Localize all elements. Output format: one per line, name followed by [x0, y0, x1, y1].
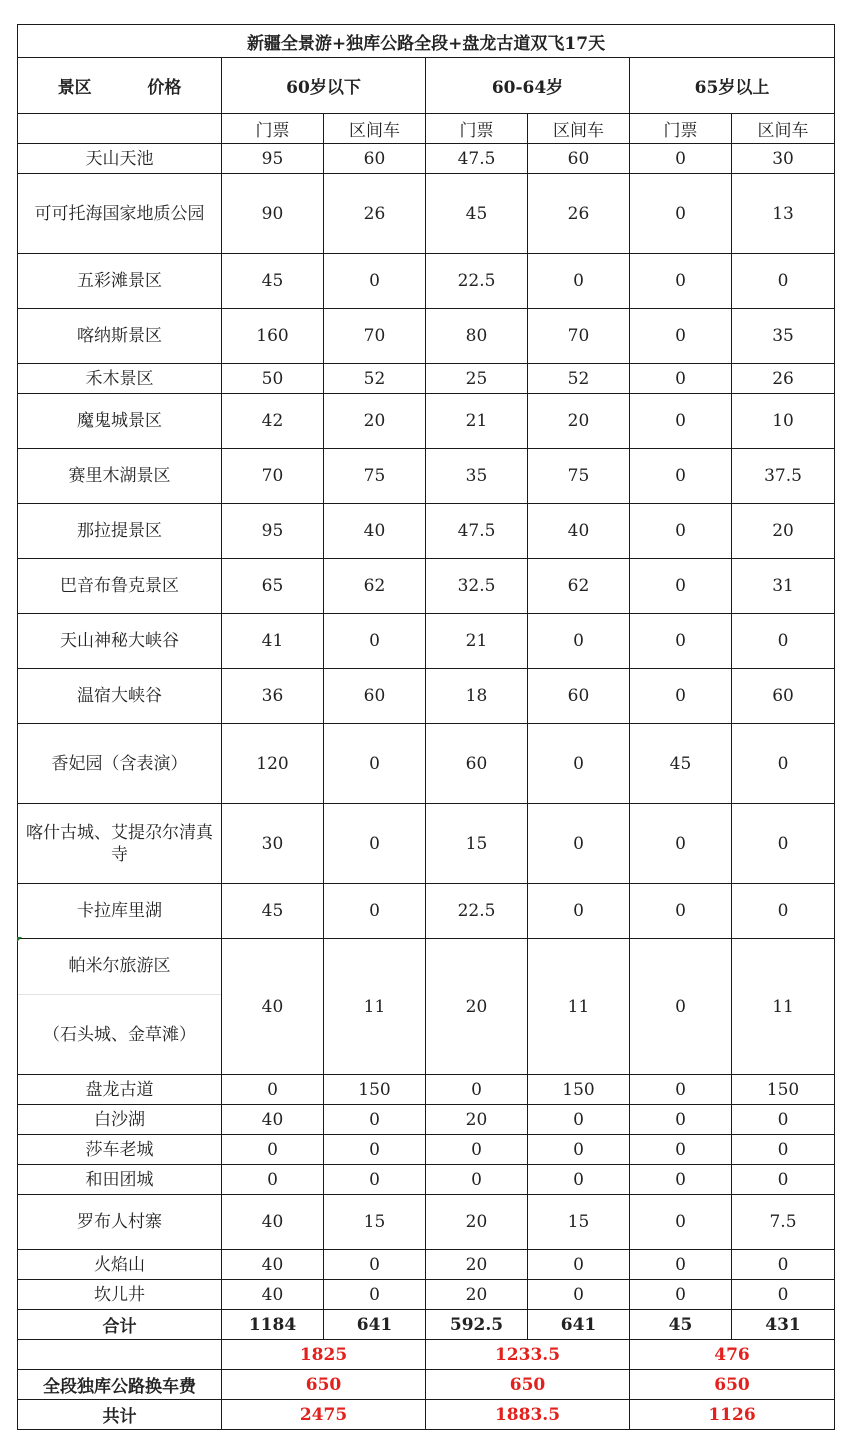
price-cell: 150 — [732, 1075, 835, 1105]
price-cell: 0 — [630, 884, 732, 939]
price-cell: 45 — [222, 254, 324, 309]
price-cell: 11 — [324, 939, 426, 1075]
price-cell: 0 — [732, 884, 835, 939]
price-cell: 95 — [222, 504, 324, 559]
price-cell: 0 — [630, 804, 732, 884]
scenic-name-cell: 赛里木湖景区 — [18, 449, 222, 504]
price-cell: 0 — [630, 309, 732, 364]
price-cell: 26 — [732, 364, 835, 394]
price-cell: 47.5 — [426, 144, 528, 174]
subtotal-cell: 592.5 — [426, 1310, 528, 1340]
price-cell: 30 — [732, 144, 835, 174]
subtotal-cell: 431 — [732, 1310, 835, 1340]
price-cell: 31 — [732, 559, 835, 614]
price-cell: 0 — [528, 1135, 630, 1165]
price-cell: 21 — [426, 394, 528, 449]
price-cell: 40 — [222, 1280, 324, 1310]
price-cell: 0 — [630, 254, 732, 309]
price-cell: 62 — [528, 559, 630, 614]
price-cell: 0 — [528, 1105, 630, 1135]
price-cell: 60 — [528, 669, 630, 724]
header-group-65plus: 65岁以上 — [630, 58, 835, 114]
subtotal-cell: 1184 — [222, 1310, 324, 1340]
scenic-name-cell: 魔鬼城景区 — [18, 394, 222, 449]
price-cell: 26 — [528, 174, 630, 254]
subheader-shuttle: 区间车 — [528, 114, 630, 144]
price-cell: 0 — [732, 614, 835, 669]
price-cell: 30 — [222, 804, 324, 884]
price-cell: 0 — [324, 1135, 426, 1165]
table-row — [18, 939, 835, 1075]
price-cell: 70 — [222, 449, 324, 504]
price-cell: 45 — [426, 174, 528, 254]
subtotal-label: 合计 — [18, 1310, 222, 1340]
price-cell: 22.5 — [426, 884, 528, 939]
price-cell: 0 — [732, 1250, 835, 1280]
price-cell: 0 — [732, 1135, 835, 1165]
price-cell: 0 — [630, 1135, 732, 1165]
header-group-60-64: 60-64岁 — [426, 58, 630, 114]
price-cell: 0 — [528, 614, 630, 669]
price-cell: 75 — [324, 449, 426, 504]
price-cell: 40 — [528, 504, 630, 559]
subheader-ticket: 门票 — [222, 114, 324, 144]
table-title: 新疆全景游+独库公路全段+盘龙古道双飞17天 — [18, 25, 835, 58]
table-row — [18, 144, 835, 174]
price-cell: 0 — [630, 504, 732, 559]
price-cell: 20 — [324, 394, 426, 449]
price-cell: 0 — [324, 1105, 426, 1135]
price-cell: 40 — [222, 939, 324, 1075]
price-cell: 47.5 — [426, 504, 528, 559]
scenic-name-cell: 坎儿井 — [18, 1280, 222, 1310]
price-cell: 0 — [324, 1165, 426, 1195]
table-row — [18, 174, 835, 254]
price-cell: 10 — [732, 394, 835, 449]
header-empty-cell — [18, 114, 222, 144]
subtotal-cell: 641 — [324, 1310, 426, 1340]
price-cell: 50 — [222, 364, 324, 394]
price-cell: 0 — [528, 1250, 630, 1280]
price-cell: 95 — [222, 144, 324, 174]
price-cell: 15 — [324, 1195, 426, 1250]
scenic-name-cell: 五彩滩景区 — [18, 254, 222, 309]
price-cell: 11 — [732, 939, 835, 1075]
price-cell: 65 — [222, 559, 324, 614]
grand-total-cell: 1126 — [630, 1400, 835, 1430]
table-row — [18, 884, 835, 939]
subheader-shuttle: 区间车 — [732, 114, 835, 144]
price-cell: 0 — [630, 1280, 732, 1310]
scenic-name: 帕米尔旅游区 — [18, 939, 221, 995]
price-cell: 120 — [222, 724, 324, 804]
price-cell: 0 — [528, 1280, 630, 1310]
header-group-under60: 60岁以下 — [222, 58, 426, 114]
price-cell: 40 — [222, 1105, 324, 1135]
price-cell: 0 — [630, 1105, 732, 1135]
price-cell: 60 — [528, 144, 630, 174]
table-row — [18, 364, 835, 394]
price-cell: 0 — [426, 1165, 528, 1195]
price-cell: 80 — [426, 309, 528, 364]
price-cell: 60 — [324, 669, 426, 724]
table-row — [18, 804, 835, 884]
price-cell: 18 — [426, 669, 528, 724]
scenic-name-cell: 香妃园（含表演） — [18, 724, 222, 804]
scenic-name-cell: 喀什古城、艾提尕尔清真寺 — [18, 804, 222, 884]
price-cell: 0 — [732, 1280, 835, 1310]
price-cell: 0 — [630, 1250, 732, 1280]
price-cell: 75 — [528, 449, 630, 504]
price-cell: 0 — [324, 254, 426, 309]
price-cell: 25 — [426, 364, 528, 394]
price-cell: 150 — [324, 1075, 426, 1105]
price-cell: 0 — [630, 144, 732, 174]
grand-total-cell: 2475 — [222, 1400, 426, 1430]
price-cell: 0 — [630, 939, 732, 1075]
scenic-name-note: （石头城、金草滩） — [43, 1024, 196, 1045]
price-cell: 60 — [732, 669, 835, 724]
table-row — [18, 559, 835, 614]
table-row — [18, 1165, 835, 1195]
group-total-empty — [18, 1340, 222, 1370]
price-cell: 26 — [324, 174, 426, 254]
scenic-name-cell: 可可托海国家地质公园 — [18, 174, 222, 254]
price-cell: 36 — [222, 669, 324, 724]
price-cell: 22.5 — [426, 254, 528, 309]
subheader-ticket: 门票 — [630, 114, 732, 144]
cell-comment-marker-icon — [17, 937, 22, 942]
price-cell: 0 — [528, 884, 630, 939]
price-cell: 0 — [222, 1135, 324, 1165]
table-row — [18, 1280, 835, 1310]
table-row — [18, 1195, 835, 1250]
scenic-name-cell: 卡拉库里湖 — [18, 884, 222, 939]
price-cell: 35 — [732, 309, 835, 364]
price-cell: 0 — [732, 254, 835, 309]
table-row — [18, 1075, 835, 1105]
scenic-name-cell: 喀纳斯景区 — [18, 309, 222, 364]
price-cell: 40 — [324, 504, 426, 559]
price-cell: 0 — [630, 1075, 732, 1105]
price-cell: 0 — [630, 1165, 732, 1195]
price-cell: 11 — [528, 939, 630, 1075]
price-cell: 0 — [630, 559, 732, 614]
grand-total-cell: 1883.5 — [426, 1400, 630, 1430]
price-cell: 15 — [528, 1195, 630, 1250]
table-row — [18, 1250, 835, 1280]
price-cell: 20 — [528, 394, 630, 449]
scenic-name-cell — [18, 939, 222, 1075]
price-cell: 0 — [528, 254, 630, 309]
price-cell: 0 — [324, 1250, 426, 1280]
price-cell: 52 — [324, 364, 426, 394]
price-cell: 0 — [324, 724, 426, 804]
price-cell: 90 — [222, 174, 324, 254]
price-cell: 40 — [222, 1195, 324, 1250]
price-cell: 20 — [426, 1105, 528, 1135]
price-cell: 60 — [426, 724, 528, 804]
price-cell: 0 — [630, 669, 732, 724]
price-cell: 7.5 — [732, 1195, 835, 1250]
price-cell: 0 — [528, 1165, 630, 1195]
scenic-name-cell: 罗布人村寨 — [18, 1195, 222, 1250]
price-cell: 0 — [528, 724, 630, 804]
subtotal-cell: 641 — [528, 1310, 630, 1340]
table-row — [18, 669, 835, 724]
scenic-name-cell: 火焰山 — [18, 1250, 222, 1280]
price-cell: 41 — [222, 614, 324, 669]
group-total-60-64: 1233.5 — [426, 1340, 630, 1370]
price-cell: 13 — [732, 174, 835, 254]
price-cell: 160 — [222, 309, 324, 364]
table-row — [18, 449, 835, 504]
scenic-name-cell: 白沙湖 — [18, 1105, 222, 1135]
transfer-fee-cell: 650 — [426, 1370, 630, 1400]
grand-total-label: 共计 — [18, 1400, 222, 1430]
subheader-shuttle: 区间车 — [324, 114, 426, 144]
scenic-name-cell: 盘龙古道 — [18, 1075, 222, 1105]
scenic-name-cell: 天山神秘大峡谷 — [18, 614, 222, 669]
group-total-65plus: 476 — [630, 1340, 835, 1370]
price-cell: 0 — [630, 364, 732, 394]
price-cell: 37.5 — [732, 449, 835, 504]
price-cell: 0 — [426, 1135, 528, 1165]
scenic-name-cell: 天山天池 — [18, 144, 222, 174]
price-cell: 35 — [426, 449, 528, 504]
price-cell: 0 — [732, 804, 835, 884]
price-cell: 42 — [222, 394, 324, 449]
price-cell: 20 — [426, 1250, 528, 1280]
scenic-name-cell: 巴音布鲁克景区 — [18, 559, 222, 614]
price-cell: 0 — [732, 1165, 835, 1195]
price-cell: 20 — [732, 504, 835, 559]
price-cell: 0 — [630, 174, 732, 254]
price-cell: 15 — [426, 804, 528, 884]
price-cell: 150 — [528, 1075, 630, 1105]
table-row — [18, 614, 835, 669]
price-cell: 0 — [324, 884, 426, 939]
price-cell: 0 — [630, 449, 732, 504]
price-cell: 0 — [426, 1075, 528, 1105]
subtotal-cell: 45 — [630, 1310, 732, 1340]
price-cell: 52 — [528, 364, 630, 394]
scenic-name-cell: 莎车老城 — [18, 1135, 222, 1165]
table-row — [18, 309, 835, 364]
scenic-name-cell: 温宿大峡谷 — [18, 669, 222, 724]
price-cell: 0 — [732, 1105, 835, 1135]
scenic-name-cell: 那拉提景区 — [18, 504, 222, 559]
price-cell: 45 — [222, 884, 324, 939]
price-cell: 45 — [630, 724, 732, 804]
transfer-fee-cell: 650 — [630, 1370, 835, 1400]
price-cell: 40 — [222, 1250, 324, 1280]
price-cell: 0 — [630, 614, 732, 669]
price-cell: 0 — [732, 724, 835, 804]
transfer-fee-label: 全段独库公路换车费 — [18, 1370, 222, 1400]
table-row — [18, 504, 835, 559]
table-row — [18, 724, 835, 804]
price-cell: 60 — [324, 144, 426, 174]
price-cell: 20 — [426, 1195, 528, 1250]
price-cell: 21 — [426, 614, 528, 669]
group-total-under60: 1825 — [222, 1340, 426, 1370]
price-cell: 0 — [630, 394, 732, 449]
price-cell: 62 — [324, 559, 426, 614]
scenic-name-cell: 禾木景区 — [18, 364, 222, 394]
header-price-label: 价格 — [147, 78, 182, 98]
table-row — [18, 254, 835, 309]
price-cell: 0 — [324, 614, 426, 669]
header-scenic-label: 景区 — [57, 78, 92, 98]
table-row — [18, 394, 835, 449]
table-row — [18, 1135, 835, 1165]
price-cell: 20 — [426, 939, 528, 1075]
transfer-fee-cell: 650 — [222, 1370, 426, 1400]
price-cell: 0 — [528, 804, 630, 884]
header-scenic-price — [18, 58, 222, 114]
price-cell: 0 — [324, 1280, 426, 1310]
price-cell: 20 — [426, 1280, 528, 1310]
price-cell: 0 — [222, 1075, 324, 1105]
table-row — [18, 1105, 835, 1135]
scenic-name-cell: 和田团城 — [18, 1165, 222, 1195]
price-table — [17, 24, 835, 1430]
price-cell: 0 — [222, 1165, 324, 1195]
price-cell: 32.5 — [426, 559, 528, 614]
price-cell: 70 — [324, 309, 426, 364]
price-cell: 0 — [324, 804, 426, 884]
price-cell: 70 — [528, 309, 630, 364]
subheader-ticket: 门票 — [426, 114, 528, 144]
price-cell: 0 — [630, 1195, 732, 1250]
